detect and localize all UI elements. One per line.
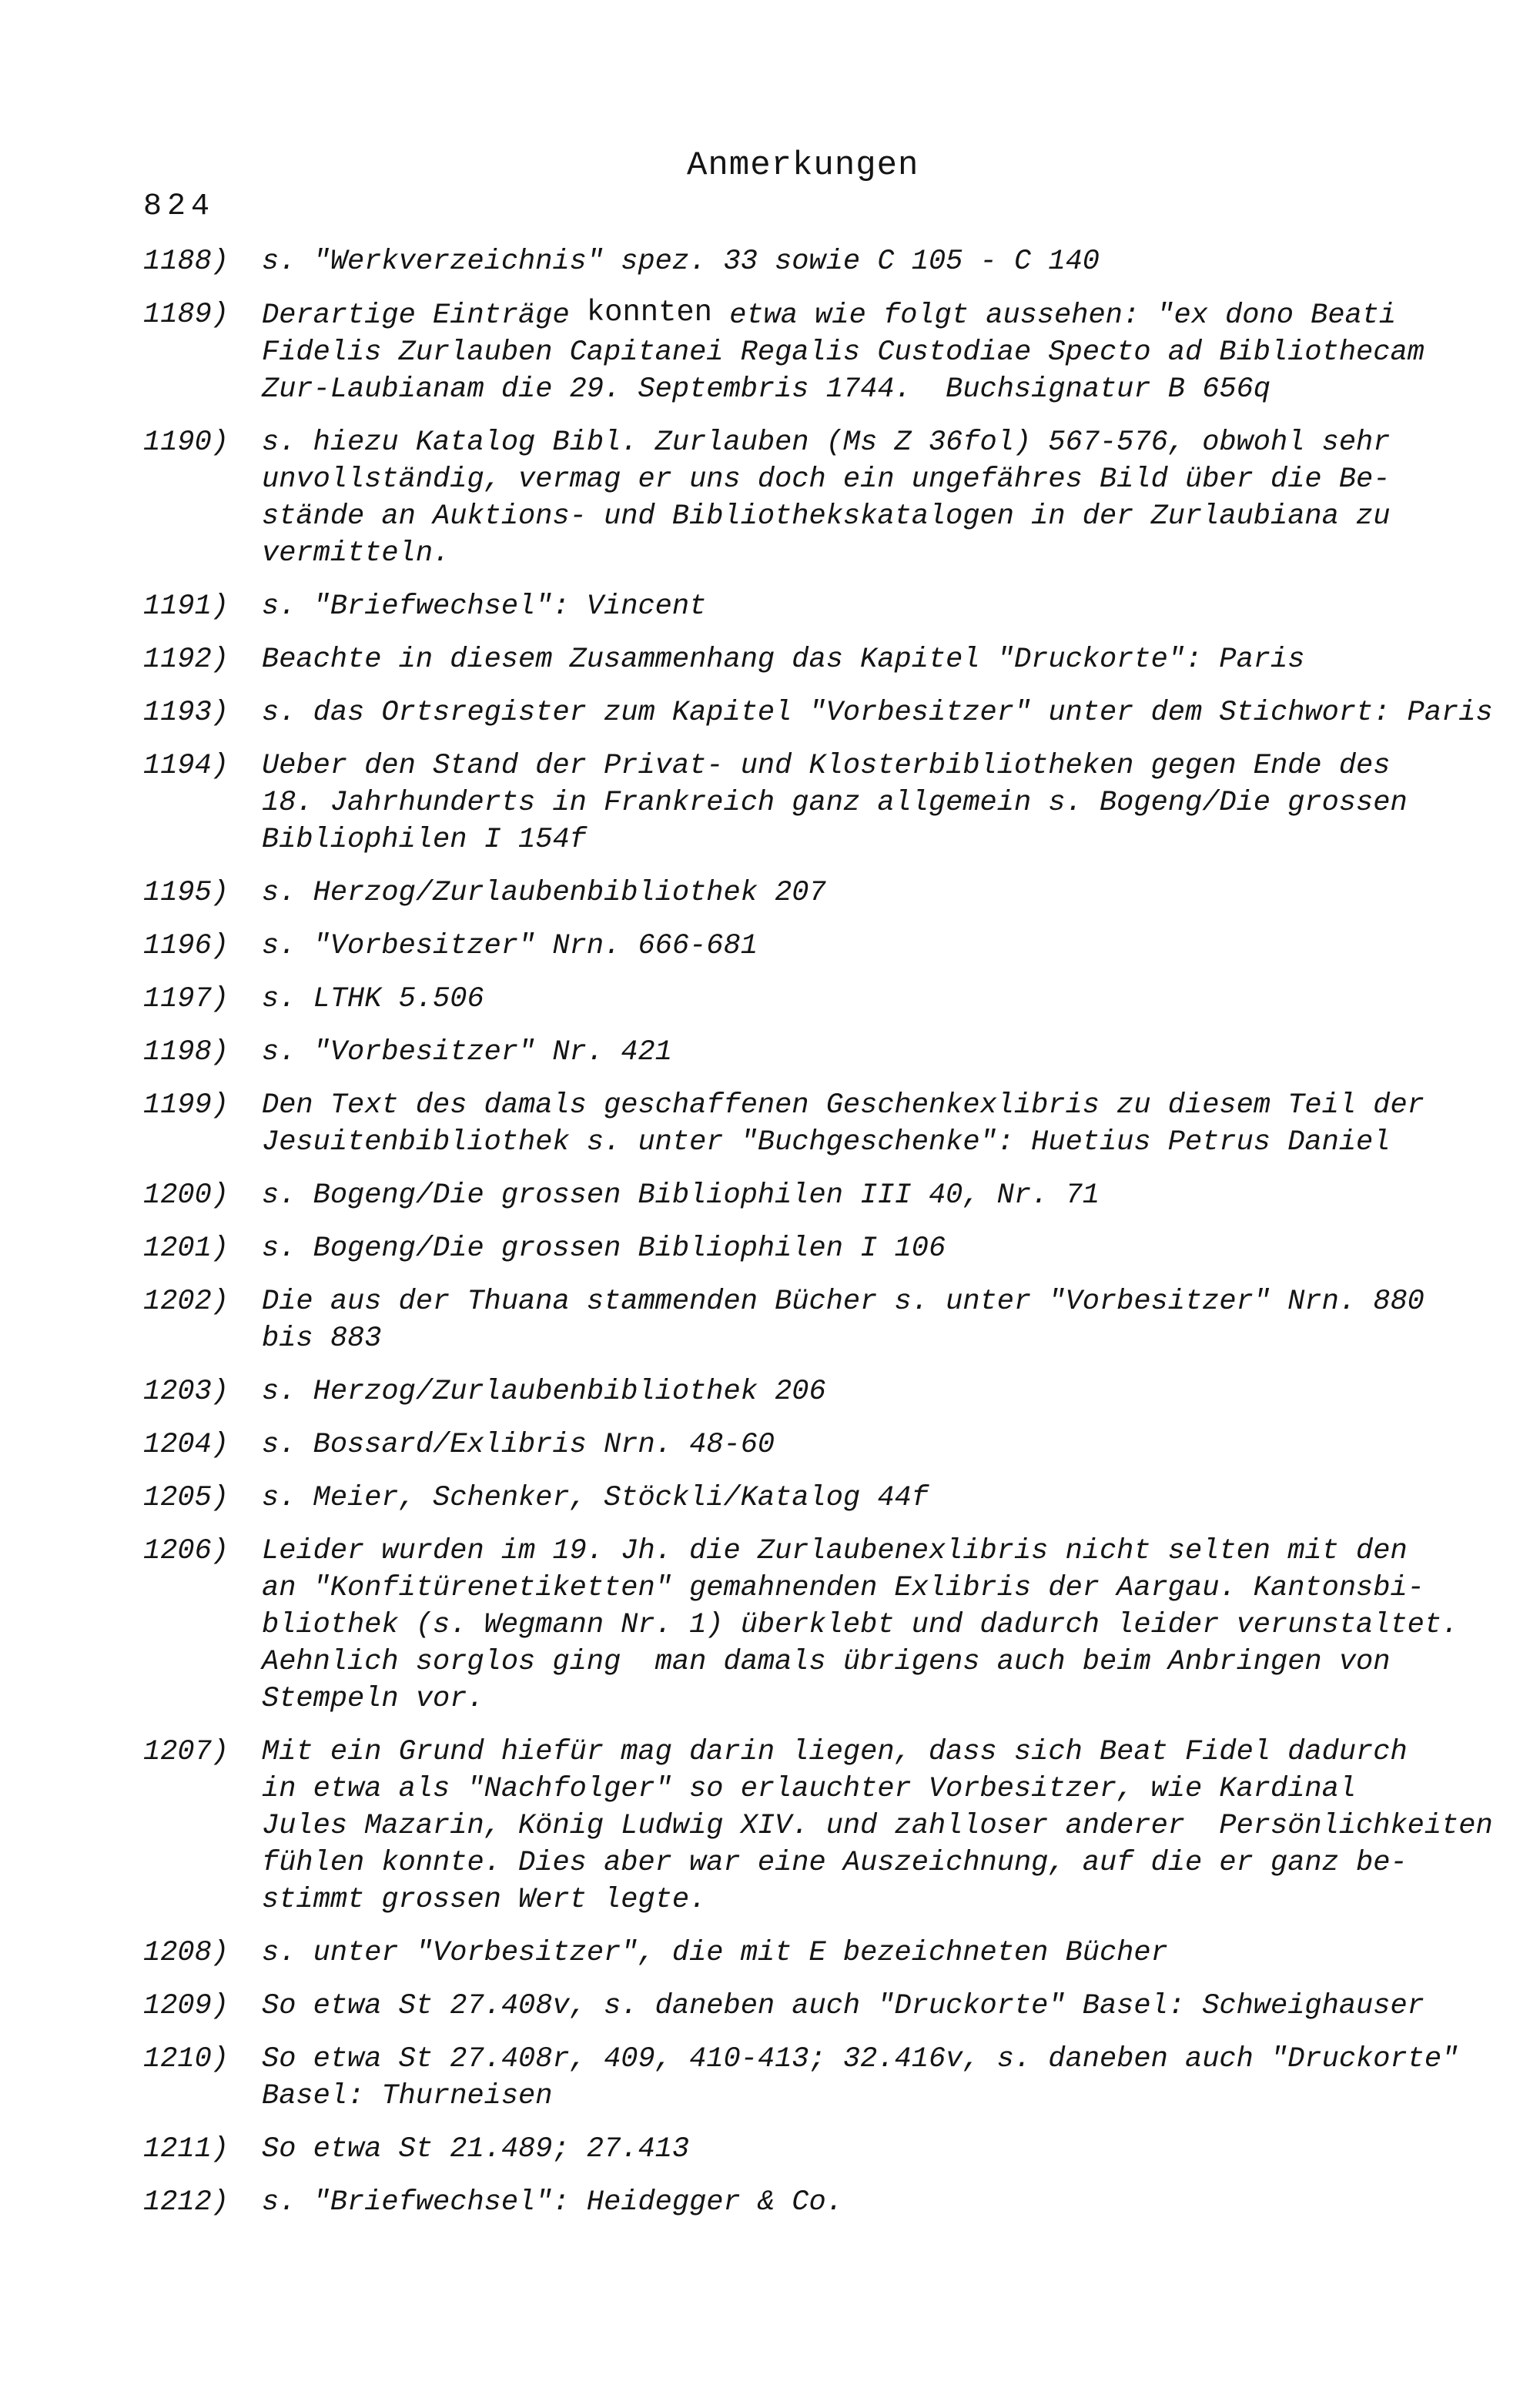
note-text (262, 1480, 1522, 1517)
note-number: 1188) (143, 246, 229, 278)
note-line: bis 883 (262, 1323, 382, 1355)
note-row (143, 1935, 1522, 1972)
note-number: 1205) (143, 1482, 229, 1514)
note-number: 1192) (143, 644, 229, 676)
note-text (262, 641, 1522, 678)
note-row (143, 2041, 1522, 2115)
note-line: So etwa St 21.489; 27.413 (262, 2133, 690, 2166)
note-line: So etwa St 27.408r, 409, 410-413; 32.416v, s. daneben auch "Druckorte" (262, 2043, 1459, 2075)
note-text (262, 588, 1522, 625)
note-line: s. hiezu Katalog Bibl. Zurlauben (Ms Z 36fol) 567-576, obwohl sehr (262, 426, 1391, 459)
note-number: 1191) (143, 590, 229, 623)
note-line: s. unter "Vorbesitzer", die mit E bezeichneten Bücher (262, 1937, 1168, 1969)
note-text (262, 1426, 1522, 1463)
note-text (262, 1734, 1522, 1918)
note-row (143, 981, 1522, 1018)
note-text (262, 875, 1522, 911)
note-line: s. Bogeng/Die grossen Bibliophilen III 40, Nr. 71 (262, 1179, 1100, 1212)
note-line: s. Herzog/Zurlaubenbibliothek 206 (262, 1376, 826, 1408)
note-number: 1194) (143, 750, 229, 782)
note-line: stände an Auktions- und Bibliothekskatalogen in der Zurlaubiana zu (262, 500, 1391, 533)
note-number: 1201) (143, 1232, 229, 1265)
note-text (262, 1935, 1522, 1972)
note-line: Basel: Thurneisen (262, 2080, 553, 2112)
note-row (143, 928, 1522, 965)
note-text (262, 1533, 1522, 1717)
note-text (262, 2041, 1522, 2115)
note-text (262, 2184, 1522, 2221)
note-text (262, 296, 1522, 408)
note-line: Fidelis Zurlauben Capitanei Regalis Custodiae Specto ad Bibliothecam (262, 336, 1424, 369)
note-line: Die aus der Thuana stammenden Bücher s. unter "Vorbesitzer" Nrn. 880 (262, 1286, 1424, 1318)
note-line: s. Herzog/Zurlaubenbibliothek 207 (262, 877, 826, 909)
note-row (143, 2184, 1522, 2221)
note-number: 1202) (143, 1286, 229, 1318)
note-line: Ueber den Stand der Privat- und Klosterbibliotheken gegen Ende des (262, 750, 1391, 782)
note-line: Stempeln vor. (262, 1683, 484, 1715)
running-head-title: Anmerkungen (687, 146, 919, 185)
note-number: 1195) (143, 877, 229, 909)
note-text (262, 1988, 1522, 2025)
note-row (143, 1230, 1522, 1267)
note-text (262, 1283, 1522, 1357)
note-row (143, 1480, 1522, 1517)
note-number: 1199) (143, 1089, 229, 1122)
note-number: 1200) (143, 1179, 229, 1212)
note-line: 18. Jahrhunderts in Frankreich ganz allgemein s. Bogeng/Die grossen (262, 787, 1408, 819)
note-line: Jules Mazarin, König Ludwig XIV. und zahlloser anderer Persönlichkeiten (262, 1810, 1493, 1842)
note-line: So etwa St 27.408v, s. daneben auch "Druckorte" Basel: Schweighauser (262, 1990, 1424, 2022)
note-number: 1203) (143, 1376, 229, 1408)
note-number: 1204) (143, 1429, 229, 1461)
note-text (262, 694, 1522, 731)
note-row (143, 1087, 1522, 1161)
note-row (143, 1177, 1522, 1214)
note-text (262, 747, 1522, 858)
note-number: 1210) (143, 2043, 229, 2075)
note-text (262, 424, 1522, 572)
note-line: s. Bossard/Exlibris Nrn. 48-60 (262, 1429, 775, 1461)
note-row (143, 1373, 1522, 1410)
note-line: an "Konfitürenetiketten" gemahnenden Exlibris der Aargau. Kantonsbi- (262, 1572, 1424, 1604)
note-line: Den Text des damals geschaffenen Geschenkexlibris zu diesem Teil der (262, 1089, 1424, 1122)
note-line: fühlen konnte. Dies aber war eine Auszeichnung, auf die er ganz be- (262, 1847, 1408, 1879)
note-row (143, 747, 1522, 858)
note-row (143, 1034, 1522, 1071)
note-number: 1206) (143, 1535, 229, 1567)
note-row (143, 1533, 1522, 1717)
note-line: Zur-Laubianam die 29. Septembris 1744. Buchsignatur B 656q (262, 373, 1271, 406)
page-number: 824 (143, 189, 216, 224)
note-line: s. "Werkverzeichnis" spez. 33 sowie C 105 - C 140 (262, 246, 1100, 278)
note-text (262, 2131, 1522, 2168)
note-text (262, 243, 1522, 280)
note-text (262, 1034, 1522, 1071)
note-row (143, 641, 1522, 678)
note-number: 1189) (143, 299, 229, 331)
note-line: s. das Ortsregister zum Kapitel "Vorbesitzer" unter dem Stichwort: Paris (262, 697, 1493, 729)
note-text (262, 981, 1522, 1018)
upright-word: konnten (586, 296, 712, 329)
note-line: vermitteln. (262, 537, 450, 570)
note-number: 1211) (143, 2133, 229, 2166)
note-number: 1198) (143, 1036, 229, 1069)
note-line: bliothek (s. Wegmann Nr. 1) überklebt und dadurch leider verunstaltet. (262, 1609, 1459, 1641)
note-number: 1197) (143, 983, 229, 1015)
note-line: s. LTHK 5.506 (262, 983, 484, 1015)
note-line: Bibliophilen I 154f (262, 824, 587, 856)
note-line: Jesuitenbibliothek s. unter "Buchgeschenke": Huetius Petrus Daniel (262, 1126, 1391, 1159)
note-line: stimmt grossen Wert legte. (262, 1884, 707, 1916)
note-row (143, 1426, 1522, 1463)
note-row (143, 1283, 1522, 1357)
note-line: Beachte in diesem Zusammenhang das Kapitel "Druckorte": Paris (262, 644, 1305, 676)
note-line: Aehnlich sorglos ging man damals übrigens auch beim Anbringen von (262, 1646, 1391, 1678)
note-text (262, 928, 1522, 965)
note-number: 1207) (143, 1736, 229, 1768)
note-line: Mit ein Grund hiefür mag darin liegen, dass sich Beat Fidel dadurch (262, 1736, 1408, 1768)
note-row (143, 1988, 1522, 2025)
note-line: s. "Briefwechsel": Heidegger & Co. (262, 2186, 843, 2219)
note-line: s. "Vorbesitzer" Nr. 421 (262, 1036, 672, 1069)
note-line: s. Meier, Schenker, Stöckli/Katalog 44f (262, 1482, 929, 1514)
note-number: 1208) (143, 1937, 229, 1969)
note-line: s. Bogeng/Die grossen Bibliophilen I 106 (262, 1232, 946, 1265)
note-number: 1196) (143, 930, 229, 962)
note-row (143, 1734, 1522, 1918)
note-row (143, 2131, 1522, 2168)
note-text (262, 1177, 1522, 1214)
note-row (143, 296, 1522, 408)
notes-list (143, 243, 1522, 2221)
note-line: Leider wurden im 19. Jh. die Zurlaubenexlibris nicht selten mit den (262, 1535, 1408, 1567)
note-line: unvollständig, vermag er uns doch ein ungefähres Bild über die Be- (262, 463, 1391, 496)
note-row (143, 424, 1522, 572)
note-number: 1193) (143, 697, 229, 729)
note-row (143, 243, 1522, 280)
note-line: Derartige Einträge konnten etwa wie folgt aussehen: "ex dono Beati (262, 296, 1397, 332)
note-number: 1212) (143, 2186, 229, 2219)
note-row (143, 694, 1522, 731)
note-line: in etwa als "Nachfolger" so erlauchter Vorbesitzer, wie Kardinal (262, 1773, 1357, 1805)
note-row (143, 875, 1522, 911)
note-line: s. "Briefwechsel": Vincent (262, 590, 707, 623)
note-number: 1190) (143, 426, 229, 459)
note-row (143, 588, 1522, 625)
note-line: s. "Vorbesitzer" Nrn. 666-681 (262, 930, 758, 962)
note-text (262, 1230, 1522, 1267)
note-number: 1209) (143, 1990, 229, 2022)
note-text (262, 1087, 1522, 1161)
note-text (262, 1373, 1522, 1410)
